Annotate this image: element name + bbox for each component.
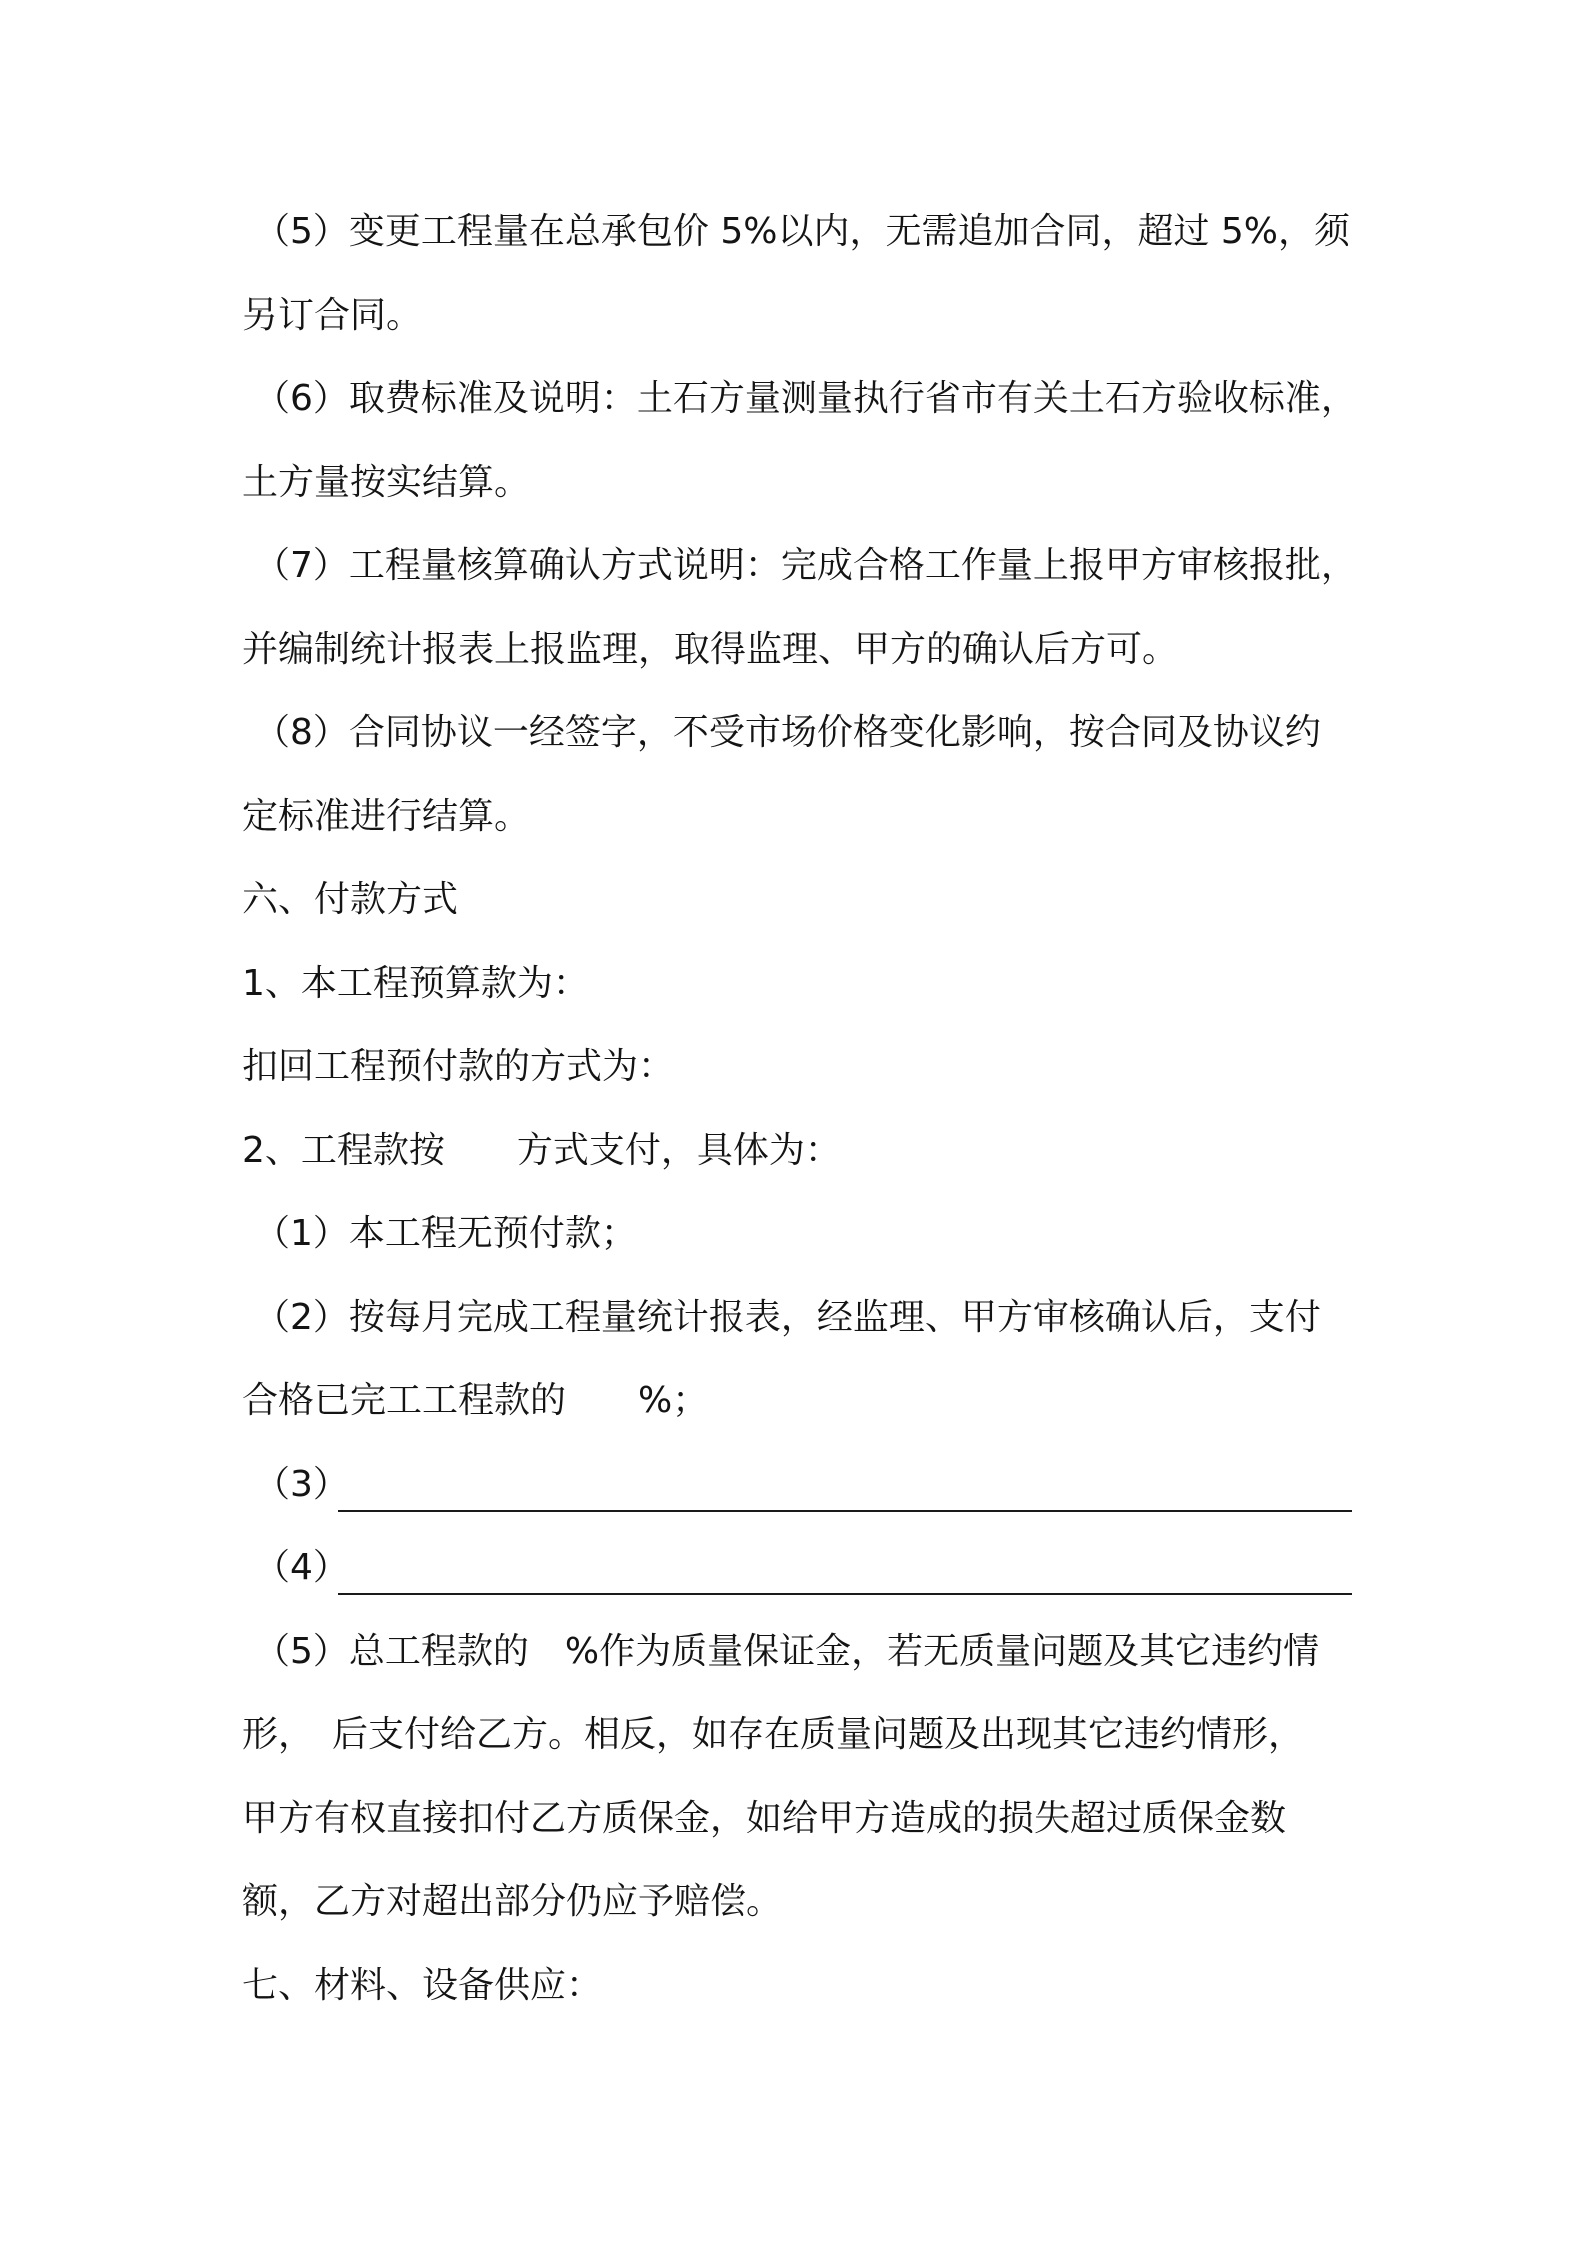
section-7-heading: 七、材料、设备供应： [242, 1965, 603, 2006]
clause-8-line-1: （8）合同协议一经签字，不受市场价格变化影响，按合同及协议约 [254, 712, 1321, 753]
sub-5-line-3: 甲方有权直接扣付乙方质保金，如给甲方造成的损失超过质保金数 [242, 1798, 1287, 1839]
clause-7-line-1: （7）工程量核算确认方式说明：完成合格工作量上报甲方审核报批， [254, 545, 1357, 586]
sub-3-blank-underline [338, 1510, 1352, 1512]
clause-5-line-1: （5）变更工程量在总承包价 5%以内，无需追加合同，超过 5%，须 [254, 211, 1351, 252]
clause-5-line-2: 另订合同。 [242, 295, 423, 336]
clause-7-line-2: 并编制统计报表上报监理，取得监理、甲方的确认后方可。 [242, 629, 1179, 670]
section-6-heading: 六、付款方式 [242, 879, 459, 920]
sub-1-no-prepayment: （1）本工程无预付款； [254, 1213, 637, 1254]
sub-5-line-2: 形， 后支付给乙方。相反，如存在质量问题及出现其它违约情形， [242, 1714, 1305, 1755]
sub-2-line-1: （2）按每月完成工程量统计报表，经监理、甲方审核确认后，支付 [254, 1297, 1321, 1338]
sub-3-label: （3） [254, 1464, 349, 1505]
sub-5-line-4: 额，乙方对超出部分仍应予赔偿。 [242, 1881, 783, 1922]
sub-4-blank-underline [338, 1593, 1352, 1595]
clause-8-line-2: 定标准进行结算。 [242, 796, 531, 837]
sub-4-label: （4） [254, 1547, 349, 1588]
clause-6-line-1: （6）取费标准及说明：土石方量测量执行省市有关土石方验收标准， [254, 378, 1357, 419]
clause-6-line-2: 土方量按实结算。 [242, 462, 531, 503]
item-1-budget: 1、本工程预算款为： [242, 963, 589, 1004]
sub-5-line-1: （5）总工程款的 %作为质量保证金，若无质量问题及其它违约情 [254, 1631, 1320, 1672]
sub-2-line-2: 合格已完工工程款的 %； [242, 1380, 709, 1421]
item-2-payment-method: 2、工程款按 方式支付，具体为： [242, 1130, 841, 1171]
prepayment-deduction: 扣回工程预付款的方式为： [242, 1046, 675, 1087]
